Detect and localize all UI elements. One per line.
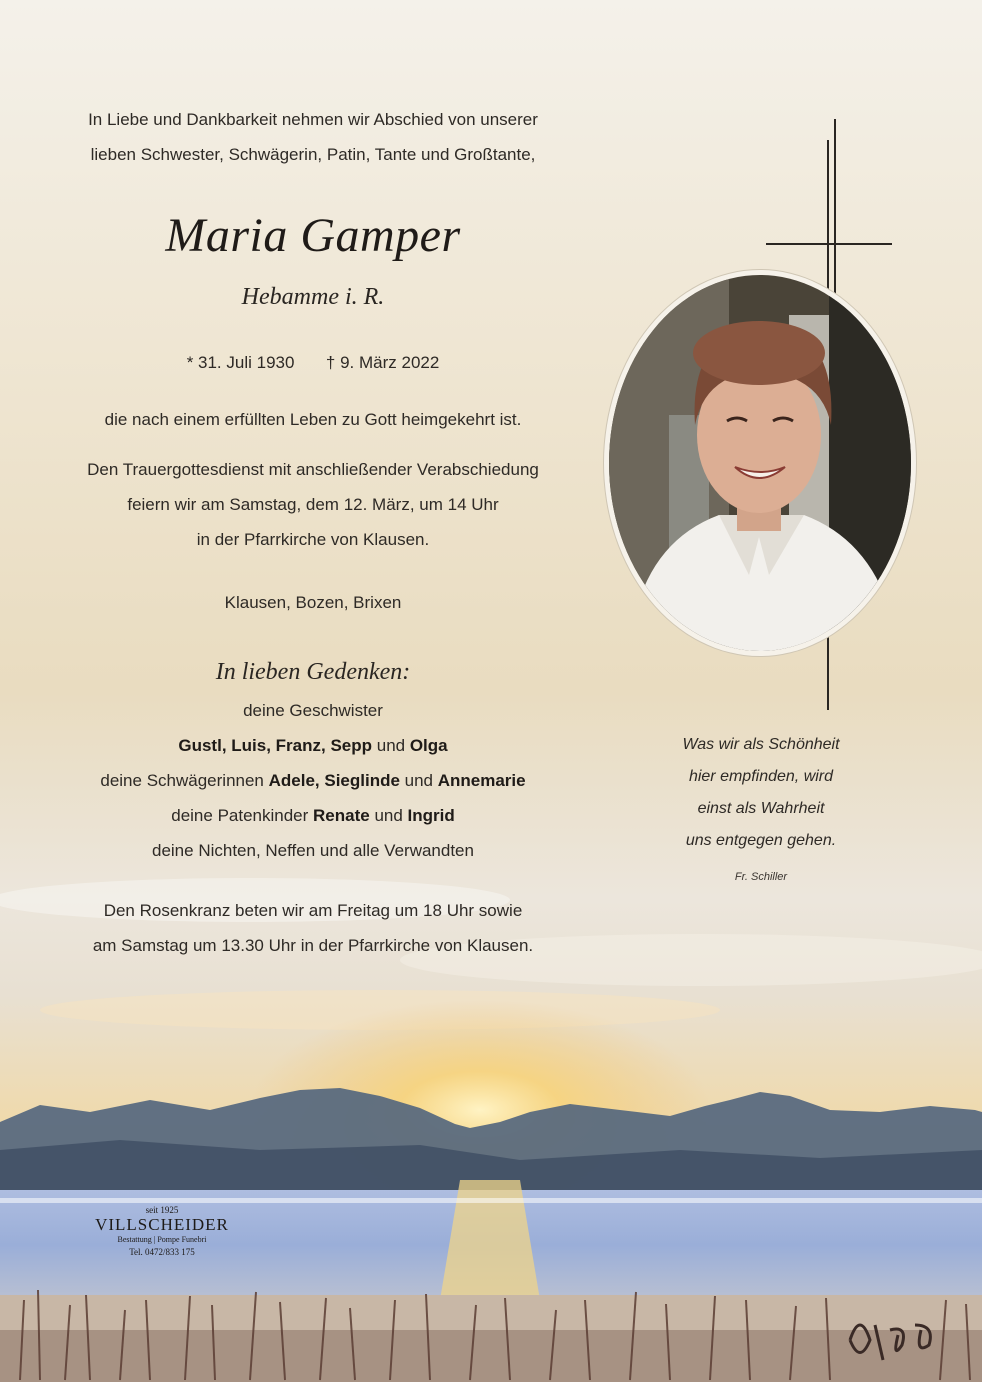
rosary-line-2: am Samstag um 13.30 Uhr in der Pfarrkirche von Klausen. xyxy=(92,936,534,955)
quote-author: Fr. Schiller xyxy=(734,871,788,883)
quote-line-3: einst als Wahrheit xyxy=(697,800,825,817)
godchildren-prefix: deine Patenkinder xyxy=(171,806,314,825)
deceased-title: Hebamme i. R. xyxy=(241,284,385,310)
siblings-last: Olga xyxy=(409,736,448,755)
relatives-line: deine Nichten, Neffen und alle Verwandten xyxy=(152,841,474,860)
intro-line-1: In Liebe und Dankbarkeit nehmen wir Abschied von unserer xyxy=(88,110,538,129)
inlaws-and: und xyxy=(399,771,438,790)
quote-line-1: Was wir als Schönheit xyxy=(682,736,840,753)
portrait-frame xyxy=(604,270,916,656)
places: Klausen, Bozen, Brixen xyxy=(224,593,402,612)
deceased-name: Maria Gamper xyxy=(165,209,461,262)
quote-line-4: uns entgegen gehen. xyxy=(685,832,837,849)
death-date: † 9. März 2022 xyxy=(325,353,440,372)
godchildren-and: und xyxy=(369,806,408,825)
godchildren-first: Renate xyxy=(313,806,370,825)
inlaws-prefix: deine Schwägerinnen xyxy=(100,771,269,790)
portrait-photo xyxy=(609,275,911,651)
rosary-line-1: Den Rosenkranz beten wir am Freitag um 18 Uhr sowie xyxy=(103,901,523,920)
funeral-home-logo xyxy=(92,1205,232,1259)
inlaws-line xyxy=(40,763,586,798)
siblings-and: und xyxy=(372,736,410,755)
godchildren-line xyxy=(40,798,586,833)
siblings-line xyxy=(40,728,586,763)
service-line-1: Den Trauergottesdienst mit anschließender Verabschiedung xyxy=(87,460,539,479)
siblings-label: deine Geschwister xyxy=(243,701,383,720)
life-dates xyxy=(40,345,586,380)
intro-line-2: lieben Schwester, Schwägerin, Patin, Tante und Großtante, xyxy=(90,145,536,164)
service-line-2: feiern wir am Samstag, dem 12. März, um 14 Uhr xyxy=(127,495,499,514)
siblings-names: Gustl, Luis, Franz, Sepp xyxy=(178,736,373,755)
quote-line-2: hier empfinden, wird xyxy=(688,768,834,785)
godchildren-last: Ingrid xyxy=(407,806,455,825)
statement: die nach einem erfüllten Leben zu Gott heimgekehrt ist. xyxy=(104,410,522,429)
inlaws-last: Annemarie xyxy=(437,771,526,790)
cross-horizontal xyxy=(766,243,892,245)
mourners-heading: In lieben Gedenken: xyxy=(215,659,411,685)
funeral-home-name: VILLSCHEIDER xyxy=(95,1215,229,1234)
service-line-3: in der Pfarrkirche von Klausen. xyxy=(196,530,430,549)
portrait-illustration xyxy=(609,275,911,651)
funeral-home-tagline: Bestattung | Pompe Funebri xyxy=(117,1235,207,1244)
inlaws-names: Adele, Sieglinde xyxy=(268,771,400,790)
funeral-home-phone: Tel. 0472/833 175 xyxy=(129,1247,195,1257)
cross-vertical-top xyxy=(834,119,836,299)
funeral-home-since: seit 1925 xyxy=(145,1205,179,1215)
birth-date: * 31. Juli 1930 xyxy=(186,353,295,372)
